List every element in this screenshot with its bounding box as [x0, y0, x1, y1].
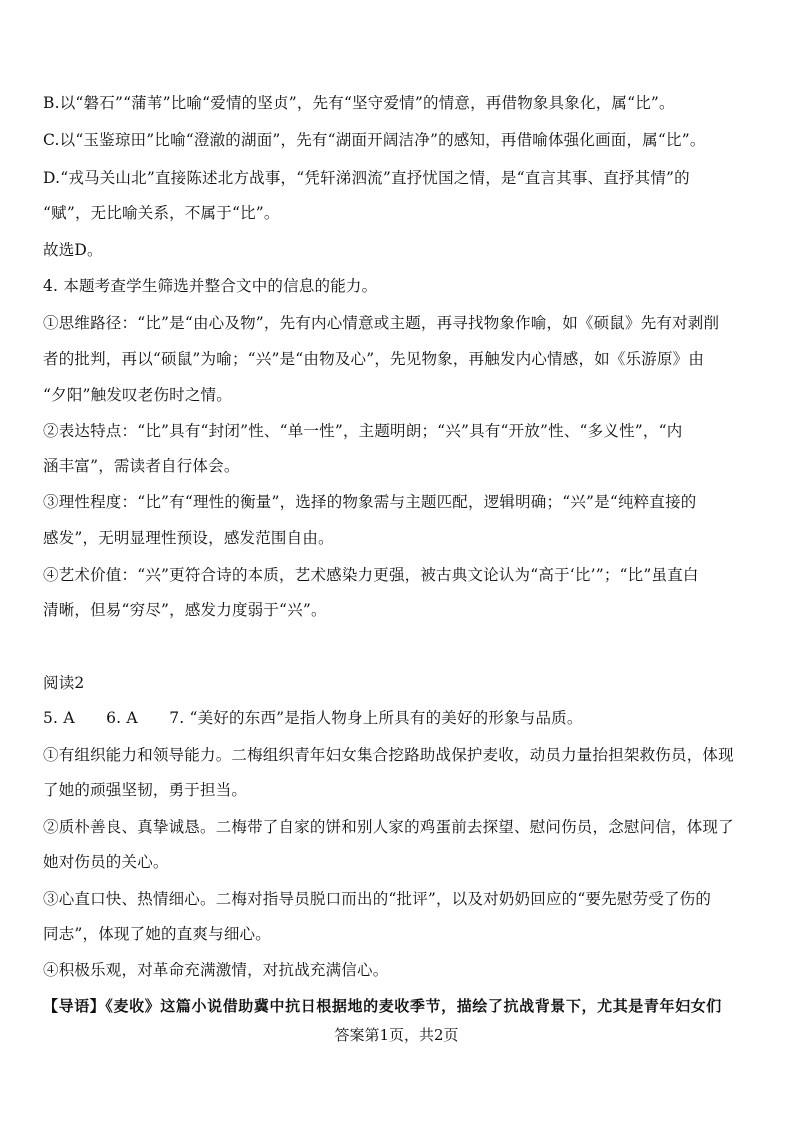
text-line: C.以“玉鉴琼田”比喻“澄澈的湖面”，先有“湖面开阔洁净”的感知，再借喻体强化画面，属“比”。 — [43, 131, 706, 149]
text-line: 她对伤员的关心。 — [43, 853, 169, 871]
text-line: ④艺术价值：“兴”更符合诗的本质，艺术感染力更强，被古典文论认为“高于‘比’”；“比”虽直白 — [43, 566, 699, 584]
answers-5-6-7: 5. A 6. A 7. “美好的东西”是指人物身上所具有的美好的形象与品质。 — [43, 709, 583, 727]
question-4-heading: 4. 本题考查学生筛选并整合文中的信息的能力。 — [43, 277, 378, 295]
text-line: 了她的顽强坚韧，勇于担当。 — [43, 781, 248, 799]
text-line: ④积极乐观，对革命充满激情，对抗战充满信心。 — [43, 961, 389, 979]
section-heading-reading-2: 阅读2 — [43, 674, 85, 692]
text-line: 故选D。 — [43, 241, 103, 259]
text-line: 感发”，无明显理性预设，感发范围自由。 — [43, 529, 334, 547]
text-line: ②质朴善良、真挚诚恳。二梅带了自家的饼和别人家的鸡蛋前去探望、慰问伤员，念慰问信，体现了 — [43, 818, 734, 836]
text-line: ③理性程度：“比”有“理性的衡量”，选择的物象需与主题匹配，逻辑明确；“兴”是“纯粹直接的 — [43, 493, 697, 511]
text-line: 者的批判，再以“硕鼠”为喻；“兴”是“由物及心”，先见物象，再触发内心情感，如《乐游原》由 — [43, 350, 705, 368]
page-footer: 答案第1页，共2页 — [334, 1026, 459, 1044]
text-line: 同志”，体现了她的直爽与细心。 — [43, 925, 271, 943]
text-line: ①有组织能力和领导能力。二梅组织青年妇女集合挖路助战保护麦收，动员力量抬担架救伤员，体现 — [43, 746, 734, 764]
text-line: B.以“磐石”“蒲苇”比喻“爱情的坚贞”，先有“坚守爱情”的情意，再借物象具象化，属“比”。 — [43, 94, 675, 112]
guide-paragraph: 【导语】《麦收》这篇小说借助冀中抗日根据地的麦收季节，描绘了抗战背景下，尤其是青年妇女们 — [43, 997, 722, 1015]
text-line: ②表达特点：“比”具有“封闭”性、“单一性”，主题明朗；“兴”具有“开放”性、“多义性”，“内 — [43, 422, 683, 440]
text-line: ③心直口快、热情细心。二梅对指导员脱口而出的“批评”，以及对奶奶回应的“要先慰劳受了伤的 — [43, 890, 712, 908]
text-line: “赋”，无比喻关系，不属于“比”。 — [43, 204, 280, 222]
text-line: 涵丰富”，需读者自行体会。 — [43, 457, 240, 475]
text-line: ①思维路径：“比”是“由心及物”，先有内心情意或主题，再寻找物象作喻，如《硕鼠》先有对剥削 — [43, 314, 720, 332]
text-line: D.“戎马关山北”直接陈述北方战事，“凭轩涕泗流”直抒忧国之情，是“直言其事、直抒其情”的 — [43, 169, 690, 187]
text-line: 清晰，但易“穷尽”，感发力度弱于“兴”。 — [43, 601, 327, 619]
text-line: “夕阳”触发叹老伤时之情。 — [43, 386, 232, 404]
